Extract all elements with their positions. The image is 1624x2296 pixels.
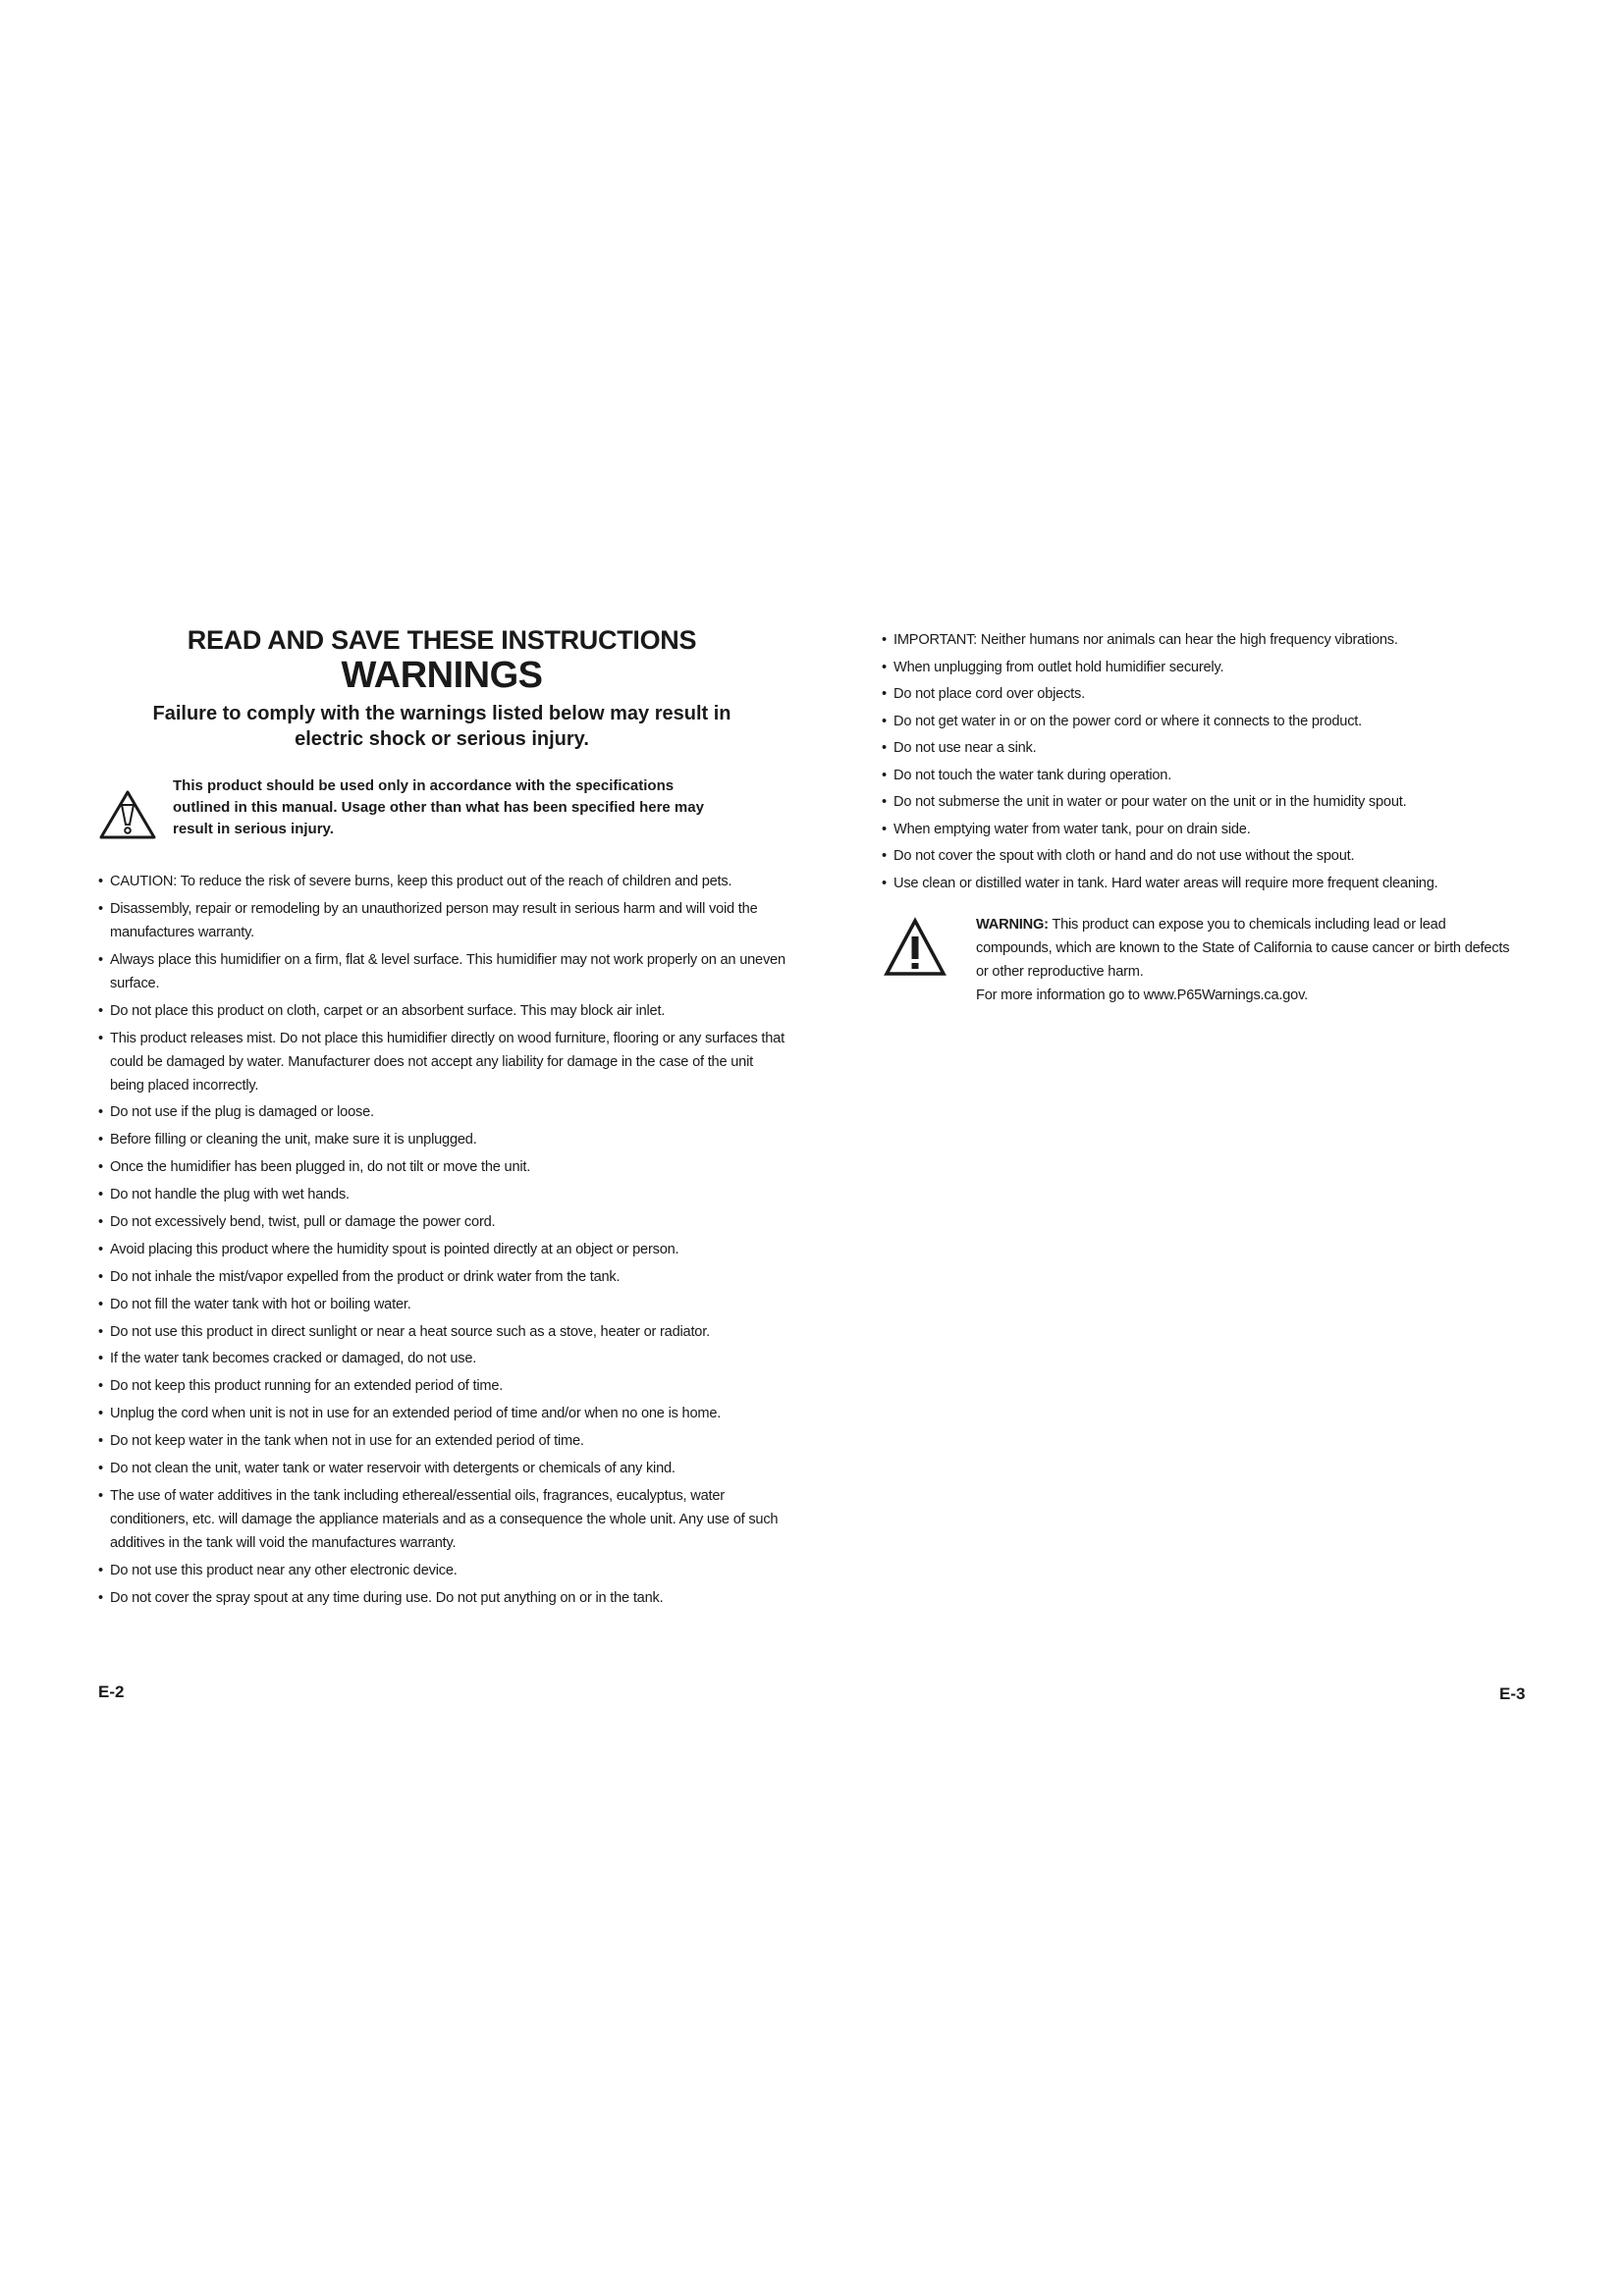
warning-list-item: • Do not use this product in direct sunlight or near a heat source such as a stove, heater or radiator. (98, 1320, 785, 1344)
warning-list-item: • Do not place cord over objects. (882, 682, 1520, 706)
warning-list-item: • Do not handle the plug with wet hands. (98, 1183, 785, 1206)
warning-list-item: • Always place this humidifier on a firm, flat & level surface. This humidifier may not work properly on an uneven surface. (98, 948, 785, 995)
left-page (98, 624, 785, 1614)
right-warnings-list (882, 628, 1520, 895)
warning-list-item: • Do not use near a sink. (882, 736, 1520, 760)
warnings-heading: WARNINGS (341, 655, 543, 696)
page-number-left: E-2 (98, 1682, 125, 1701)
warning-list-item: • When emptying water from water tank, pour on drain side. (882, 818, 1520, 841)
warning-list-item: • Do not cover the spout with cloth or hand and do not use without the spout. (882, 844, 1520, 868)
warning-list-item: • Once the humidifier has been plugged in, do not tilt or move the unit. (98, 1155, 785, 1179)
warning-list-item: • Do not touch the water tank during operation. (882, 764, 1520, 787)
caution-notice (98, 775, 785, 840)
warning-list-item: • Unplug the cord when unit is not in use for an extended period of time and/or when no one is home. (98, 1402, 785, 1425)
prop65-link-text: For more information go to www.P65Warnings.ca.gov. (976, 987, 1308, 1003)
warning-list-item: • Use clean or distilled water in tank. Hard water areas will require more frequent cleaning. (882, 872, 1520, 895)
page-number-right: E-3 (1499, 1684, 1526, 1703)
warning-list-item: • The use of water additives in the tank including ethereal/essential oils, fragrances, eucalyptus, water conditioners, etc. will damage the appliance materials and as a consequence the whole unit. Any use of such additives in the tank will void the manufactures warranty. (98, 1484, 785, 1555)
warning-list-item: • Disassembly, repair or remodeling by an unauthorized person may result in serious harm and will void the manufactures warranty. (98, 897, 785, 944)
prop65-text (976, 913, 1520, 1007)
warning-list-item: • Do not place this product on cloth, carpet or an absorbent surface. This may block air inlet. (98, 999, 785, 1023)
prop65-warning (882, 913, 1520, 1007)
warning-triangle-icon (98, 789, 157, 840)
warning-list-item: • Do not get water in or on the power cord or where it connects to the product. (882, 710, 1520, 733)
warnings-subheading: Failure to comply with the warnings listed below may result in electric shock or serious injury. (152, 703, 731, 750)
warning-list-item: • IMPORTANT: Neither humans nor animals can hear the high frequency vibrations. (882, 628, 1520, 652)
warning-list-item: • Do not submerse the unit in water or pour water on the unit or in the humidity spout. (882, 790, 1520, 814)
warning-list-item: • Do not keep this product running for an extended period of time. (98, 1374, 785, 1398)
warning-list-item: • Do not excessively bend, twist, pull or damage the power cord. (98, 1210, 785, 1234)
warning-list-item: • Do not use this product near any other electronic device. (98, 1559, 785, 1582)
left-warnings-list (98, 870, 785, 1610)
warning-list-item: • When unplugging from outlet hold humidifier securely. (882, 656, 1520, 679)
warning-list-item: • If the water tank becomes cracked or damaged, do not use. (98, 1347, 785, 1370)
prop65-label: WARNING: (976, 916, 1049, 933)
warning-list-item: • Avoid placing this product where the humidity spout is pointed directly at an object or person. (98, 1238, 785, 1261)
warning-list-item: • Before filling or cleaning the unit, make sure it is unplugged. (98, 1128, 785, 1151)
warning-exclamation-icon (884, 917, 947, 980)
warning-list-item: • Do not fill the water tank with hot or boiling water. (98, 1293, 785, 1316)
caution-text: This product should be used only in accordance with the specifications outlined in this manual. Usage other than what has been specified here may result in serious injury. (173, 777, 704, 837)
warning-list-item: • This product releases mist. Do not place this humidifier directly on wood furniture, flooring or any surfaces that could be damaged by water. Manufacturer does not accept any liability for damage in the case of the unit being placed incorrectly. (98, 1027, 785, 1097)
warning-list-item: • Do not inhale the mist/vapor expelled from the product or drink water from the tank. (98, 1265, 785, 1289)
prop65-body: This product can expose you to chemicals including lead or lead compounds, which are known to the State of California to cause cancer or birth defects or other reproductive harm. (976, 916, 1510, 980)
warning-list-item: • Do not keep water in the tank when not in use for an extended period of time. (98, 1429, 785, 1453)
right-page (882, 628, 1520, 1007)
instructions-title: READ AND SAVE THESE INSTRUCTIONS (187, 625, 697, 655)
warning-list-item: • Do not cover the spray spout at any time during use. Do not put anything on or in the tank. (98, 1586, 785, 1610)
warning-list-item: • Do not clean the unit, water tank or water reservoir with detergents or chemicals of any kind. (98, 1457, 785, 1480)
warning-list-item: • Do not use if the plug is damaged or loose. (98, 1100, 785, 1124)
warning-list-item: • CAUTION: To reduce the risk of severe burns, keep this product out of the reach of children and pets. (98, 870, 785, 893)
